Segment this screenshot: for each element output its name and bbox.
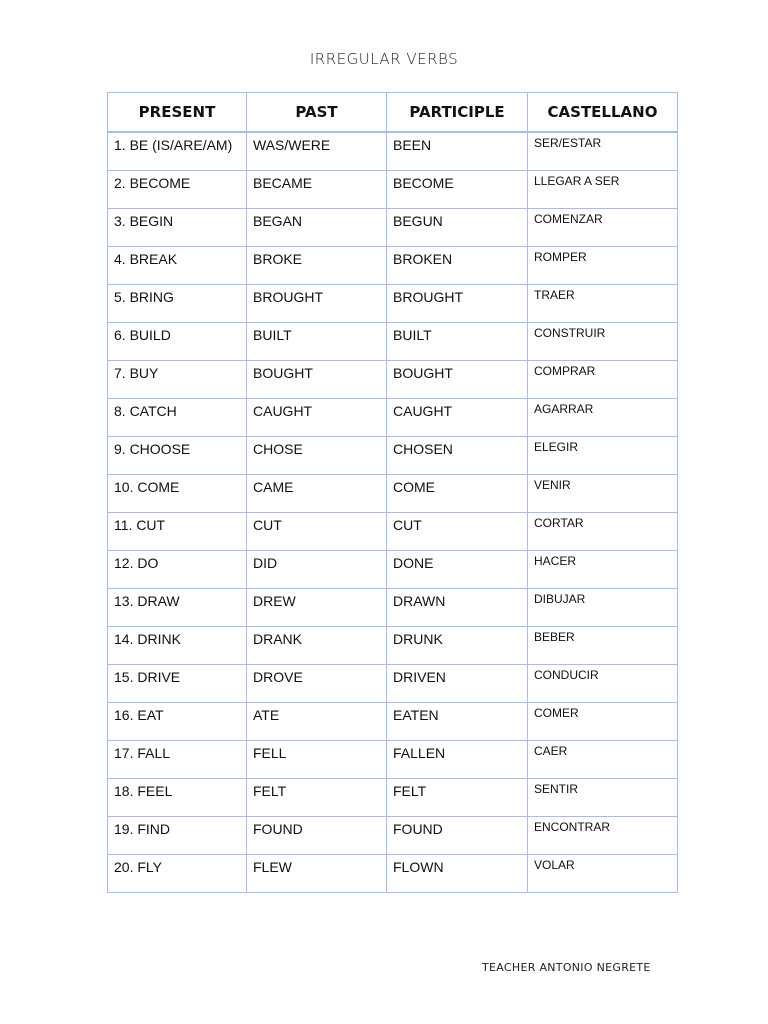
cell-present: 14. DRINK (108, 626, 247, 664)
page-title: IRREGULAR VERBS (309, 50, 459, 68)
cell-present: 4. BREAK (108, 246, 247, 284)
cell-castellano: DIBUJAR (528, 588, 678, 626)
cell-participle: FALLEN (387, 740, 528, 778)
cell-participle: EATEN (387, 702, 528, 740)
cell-past: CAUGHT (247, 398, 387, 436)
table-row (108, 474, 678, 512)
table-row (108, 740, 678, 778)
table-row (108, 778, 678, 816)
cell-past: FELL (247, 740, 387, 778)
column-header-participle: PARTICIPLE (387, 93, 528, 133)
cell-present: 2. BECOME (108, 170, 247, 208)
table-row (108, 588, 678, 626)
cell-participle: FELT (387, 778, 528, 816)
table-row (108, 132, 678, 170)
table-row (108, 398, 678, 436)
cell-participle: BROUGHT (387, 284, 528, 322)
table-row (108, 322, 678, 360)
cell-participle: DRIVEN (387, 664, 528, 702)
footer-author: TEACHER ANTONIO NEGRETE (482, 961, 651, 974)
cell-past: DID (247, 550, 387, 588)
cell-castellano: COMER (528, 702, 678, 740)
cell-present: 18. FEEL (108, 778, 247, 816)
cell-past: FOUND (247, 816, 387, 854)
table-row (108, 512, 678, 550)
cell-present: 19. FIND (108, 816, 247, 854)
cell-castellano: BEBER (528, 626, 678, 664)
table-row (108, 854, 678, 892)
cell-participle: BROKEN (387, 246, 528, 284)
cell-castellano: ROMPER (528, 246, 678, 284)
cell-past: BROKE (247, 246, 387, 284)
cell-past: BUILT (247, 322, 387, 360)
cell-present: 10. COME (108, 474, 247, 512)
cell-participle: CAUGHT (387, 398, 528, 436)
cell-present: 13. DRAW (108, 588, 247, 626)
cell-castellano: HACER (528, 550, 678, 588)
cell-participle: COME (387, 474, 528, 512)
cell-past: ATE (247, 702, 387, 740)
cell-present: 8. CATCH (108, 398, 247, 436)
cell-participle: BEGUN (387, 208, 528, 246)
cell-past: CUT (247, 512, 387, 550)
cell-castellano: CAER (528, 740, 678, 778)
cell-castellano: LLEGAR A SER (528, 170, 678, 208)
cell-participle: FOUND (387, 816, 528, 854)
cell-present: 3. BEGIN (108, 208, 247, 246)
cell-participle: CHOSEN (387, 436, 528, 474)
cell-past: BECAME (247, 170, 387, 208)
cell-participle: CUT (387, 512, 528, 550)
cell-present: 1. BE (IS/ARE/AM) (108, 132, 247, 170)
cell-past: CAME (247, 474, 387, 512)
cell-present: 6. BUILD (108, 322, 247, 360)
cell-participle: DRAWN (387, 588, 528, 626)
cell-present: 7. BUY (108, 360, 247, 398)
cell-present: 17. FALL (108, 740, 247, 778)
header-row (108, 93, 678, 133)
table-row (108, 702, 678, 740)
cell-castellano: CORTAR (528, 512, 678, 550)
cell-past: DRANK (247, 626, 387, 664)
cell-past: DREW (247, 588, 387, 626)
cell-castellano: ELEGIR (528, 436, 678, 474)
cell-castellano: CONDUCIR (528, 664, 678, 702)
table-row (108, 360, 678, 398)
cell-participle: BEEN (387, 132, 528, 170)
cell-present: 5. BRING (108, 284, 247, 322)
cell-participle: BECOME (387, 170, 528, 208)
column-header-castellano: CASTELLANO (528, 93, 678, 133)
cell-present: 16. EAT (108, 702, 247, 740)
cell-participle: BUILT (387, 322, 528, 360)
cell-past: CHOSE (247, 436, 387, 474)
cell-castellano: AGARRAR (528, 398, 678, 436)
table-row (108, 626, 678, 664)
cell-participle: BOUGHT (387, 360, 528, 398)
cell-participle: DRUNK (387, 626, 528, 664)
cell-castellano: COMENZAR (528, 208, 678, 246)
cell-past: FLEW (247, 854, 387, 892)
irregular-verbs-table (107, 92, 678, 893)
table-row (108, 550, 678, 588)
cell-castellano: COMPRAR (528, 360, 678, 398)
cell-castellano: SENTIR (528, 778, 678, 816)
table-row (108, 816, 678, 854)
column-header-present: PRESENT (108, 93, 247, 133)
cell-past: DROVE (247, 664, 387, 702)
cell-castellano: TRAER (528, 284, 678, 322)
cell-present: 11. CUT (108, 512, 247, 550)
cell-castellano: CONSTRUIR (528, 322, 678, 360)
table-row (108, 246, 678, 284)
cell-castellano: VENIR (528, 474, 678, 512)
cell-participle: FLOWN (387, 854, 528, 892)
table-row (108, 170, 678, 208)
cell-participle: DONE (387, 550, 528, 588)
cell-present: 9. CHOOSE (108, 436, 247, 474)
cell-past: FELT (247, 778, 387, 816)
column-header-past: PAST (247, 93, 387, 133)
cell-present: 15. DRIVE (108, 664, 247, 702)
cell-past: BOUGHT (247, 360, 387, 398)
table-body (108, 132, 678, 892)
cell-castellano: VOLAR (528, 854, 678, 892)
cell-castellano: SER/ESTAR (528, 132, 678, 170)
cell-castellano: ENCONTRAR (528, 816, 678, 854)
table-row (108, 208, 678, 246)
table-row (108, 664, 678, 702)
table-row (108, 284, 678, 322)
table-row (108, 436, 678, 474)
cell-past: BROUGHT (247, 284, 387, 322)
cell-present: 20. FLY (108, 854, 247, 892)
cell-present: 12. DO (108, 550, 247, 588)
cell-past: WAS/WERE (247, 132, 387, 170)
cell-past: BEGAN (247, 208, 387, 246)
